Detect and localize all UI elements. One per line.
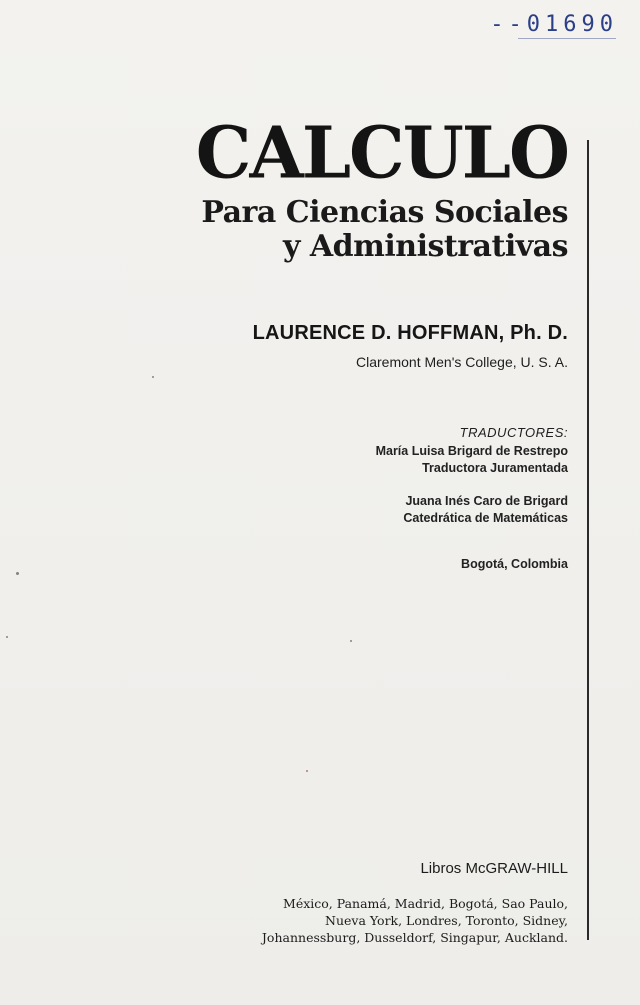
translator-2-name: Juana Inés Caro de Brigard xyxy=(405,494,568,508)
translators-label: TRADUCTORES: xyxy=(459,425,568,440)
translator-1-role: Traductora Juramentada xyxy=(422,461,568,475)
paper-speck xyxy=(152,376,154,378)
stamp-underline xyxy=(518,38,616,39)
inventory-stamp: --01690 xyxy=(490,12,618,37)
vertical-rule xyxy=(587,140,589,940)
book-subtitle-line1: Para Ciencias Sociales xyxy=(201,195,568,230)
paper-speck xyxy=(350,640,352,642)
publisher-cities-line3: Johannessburg, Dusseldorf, Singapur, Auckland. xyxy=(261,930,568,945)
author-name: LAURENCE D. HOFFMAN, Ph. D. xyxy=(252,322,568,344)
author-affiliation: Claremont Men's College, U. S. A. xyxy=(356,354,568,370)
paper-speck xyxy=(16,572,19,575)
publisher-cities-line1: México, Panamá, Madrid, Bogotá, Sao Paulo, xyxy=(283,896,568,911)
translation-city: Bogotá, Colombia xyxy=(461,557,568,571)
paper-speck xyxy=(6,636,8,638)
book-subtitle-line2: y Administrativas xyxy=(283,229,568,264)
paper-speck xyxy=(306,770,308,772)
publisher-name: Libros McGRAW-HILL xyxy=(420,860,568,877)
publisher-cities-line2: Nueva York, Londres, Toronto, Sidney, xyxy=(325,913,568,928)
translator-2-role: Catedrática de Matemáticas xyxy=(403,511,568,525)
book-title: CALCULO xyxy=(195,110,568,195)
translator-1-name: María Luisa Brigard de Restrepo xyxy=(375,444,568,458)
